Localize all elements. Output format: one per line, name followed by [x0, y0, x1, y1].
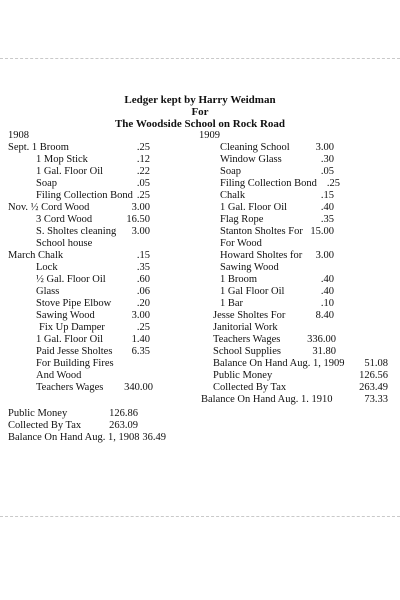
ledger-entry-label: Filing Collection Bond — [220, 178, 317, 189]
ledger-entry-label: Cleaning School — [220, 142, 290, 153]
ledger-entry-label: 1 Gal Floor Oil — [220, 286, 285, 297]
ledger-entry-label: Chalk — [220, 190, 246, 201]
summary-label: Public Money — [8, 408, 68, 419]
ledger-entry-label: Janitorial Work — [213, 322, 278, 333]
ledger-entry-amount: 31.80 — [312, 346, 336, 357]
ledger-entry-amount: .25 — [136, 322, 150, 333]
ledger-entry-label: Nov. ½ Cord Wood — [8, 202, 90, 213]
ledger-entry-label: Sawing Wood — [36, 310, 95, 321]
ledger-entry-amount: .40 — [320, 274, 334, 285]
ledger-entry-label: Sept. 1 Broom — [8, 142, 69, 153]
ledger-title: Ledger kept by Harry Weidman — [124, 94, 276, 106]
ledger-entry-label: School house — [36, 238, 93, 249]
ledger-entry-label: Fix Up Damper — [39, 322, 105, 333]
bottom-divider — [0, 516, 400, 517]
ledger-entry-amount: .05 — [136, 178, 150, 189]
ledger-entry-label: Soap — [36, 178, 57, 189]
summary-label: Balance On Hand Aug. 1, 1909 — [213, 358, 345, 369]
ledger-entry-label: Stanton Sholtes For — [220, 226, 303, 237]
ledger-entry-label: 1 Broom — [220, 274, 258, 285]
ledger-entry-amount: 3.00 — [131, 226, 150, 237]
ledger-entry-label: Lock — [36, 262, 58, 273]
ledger-entry-amount: .40 — [320, 286, 334, 297]
summary-amount: 73.33 — [364, 394, 388, 405]
ledger-entry-label: Soap — [220, 166, 241, 177]
summary-label: Collected By Tax — [213, 382, 287, 393]
summary-label: Balance On Hand Aug. 1. 1910 — [201, 394, 333, 405]
ledger-entry-label: Howard Sholtes for — [220, 250, 303, 261]
year-1908: 1908 — [8, 130, 29, 141]
ledger-entry-amount: .12 — [136, 154, 150, 165]
ledger-entry-amount: .30 — [320, 154, 334, 165]
summary-label: Collected By Tax — [8, 420, 82, 431]
ledger-entry-amount: 3.00 — [315, 250, 334, 261]
ledger-entry-amount: 3.00 — [315, 142, 334, 153]
summary-amount: 263.49 — [359, 382, 388, 393]
ledger-entry-amount: 340.00 — [124, 382, 153, 393]
summary-label: Public Money — [213, 370, 273, 381]
ledger-entry-label: For Building Fires — [36, 358, 114, 369]
ledger-entry-label: March Chalk — [8, 250, 64, 261]
ledger-entry-label: 1 Gal. Floor Oil — [36, 334, 104, 345]
ledger-entry-label: For Wood — [220, 238, 262, 249]
ledger-entry-amount: .05 — [320, 166, 334, 177]
ledger-entry-amount: .35 — [136, 262, 150, 273]
summary-amount: 51.08 — [364, 358, 388, 369]
ledger-entry-label: Glass — [36, 286, 60, 297]
ledger-entry-amount: .25 — [136, 142, 150, 153]
ledger-entry-amount: .35 — [320, 214, 334, 225]
ledger-entry-amount: .15 — [320, 190, 334, 201]
top-divider — [0, 58, 400, 59]
ledger-entry-label: 1 Bar — [220, 298, 244, 309]
ledger-entry-label: S. Sholtes cleaning — [36, 226, 117, 237]
ledger-entry-label: School Supplies — [213, 346, 281, 357]
ledger-entry-amount: 3.00 — [131, 202, 150, 213]
ledger-entry-label: Jesse Sholtes For — [213, 310, 286, 321]
ledger-entry-amount: 3.00 — [131, 310, 150, 321]
ledger-entry-amount: .15 — [136, 250, 150, 261]
summary-amount: 126.56 — [359, 370, 388, 381]
ledger-entry-label: Stove Pipe Elbow — [36, 298, 112, 309]
ledger-entry-amount: 336.00 — [307, 334, 336, 345]
school-name: The Woodside School on Rock Road — [114, 118, 286, 130]
ledger-subtitle-for: For — [191, 106, 209, 118]
ledger-entry-label: 3 Cord Wood — [36, 214, 93, 225]
ledger-entry-label: And Wood — [36, 370, 82, 381]
ledger-entry-label: 1 Gal. Floor Oil — [36, 166, 104, 177]
ledger-entry-amount: 1.40 — [131, 334, 150, 345]
ledger-entry-amount: .06 — [136, 286, 150, 297]
summary-amount: 36.49 — [142, 432, 166, 443]
ledger-entry-label: 1 Gal. Floor Oil — [220, 202, 288, 213]
year-1909: 1909 — [199, 130, 220, 141]
ledger-entry-label: Sawing Wood — [220, 262, 279, 273]
ledger-entry-label: Flag Rope — [220, 214, 264, 225]
ledger-entry-amount: 6.35 — [131, 346, 150, 357]
ledger-entry-amount: .22 — [136, 166, 150, 177]
summary-label: Balance On Hand Aug. 1, 1908 — [8, 432, 140, 443]
ledger-entry-amount: .60 — [136, 274, 150, 285]
ledger-entry-label: Paid Jesse Sholtes — [36, 346, 113, 357]
ledger-entry-amount: .40 — [320, 202, 334, 213]
ledger-entry-label: Window Glass — [220, 154, 282, 165]
ledger-entry-label: Teachers Wages — [36, 382, 104, 393]
summary-amount: 263.09 — [109, 420, 138, 431]
ledger-entry-amount: 15.00 — [310, 226, 334, 237]
summary-amount: 126.86 — [109, 408, 138, 419]
ledger-entry-amount: .20 — [136, 298, 150, 309]
ledger-entry-amount: .10 — [320, 298, 334, 309]
ledger-entry-amount: .25 — [326, 178, 340, 189]
ledger-entry-amount: 8.40 — [315, 310, 334, 321]
ledger-entry-label: Teachers Wages — [213, 334, 281, 345]
ledger-entry-label: Filing Collection Bond — [36, 190, 133, 201]
ledger-entry-amount: 16.50 — [126, 214, 150, 225]
ledger-entry-amount: .25 — [136, 190, 150, 201]
ledger-entry-label: ½ Gal. Floor Oil — [36, 274, 106, 285]
ledger-entry-label: 1 Mop Stick — [36, 154, 88, 165]
